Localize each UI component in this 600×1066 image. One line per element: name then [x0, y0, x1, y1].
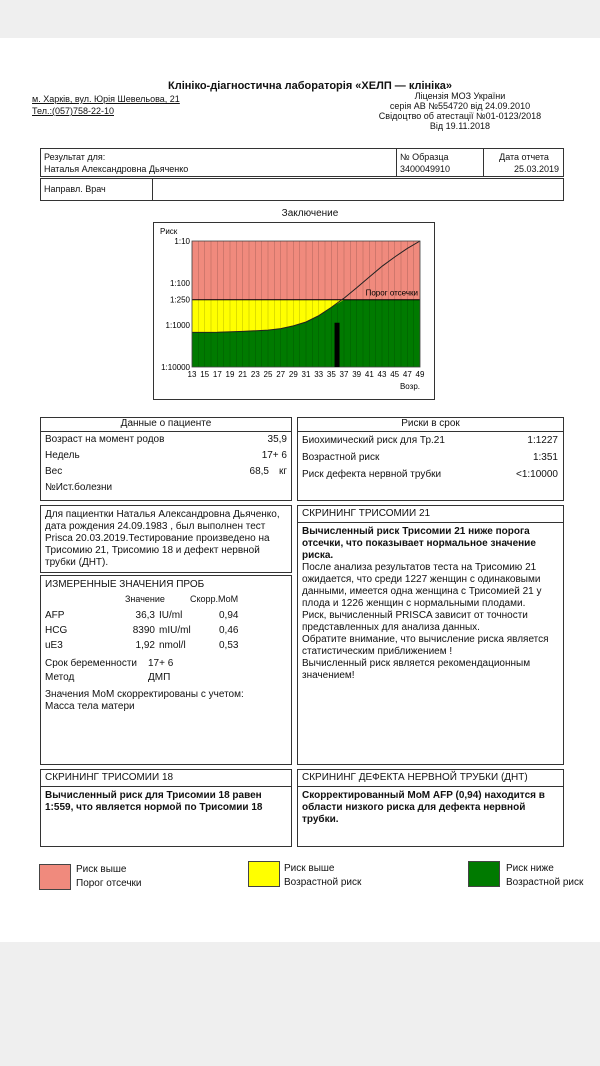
- report-date-label: Дата отчета: [499, 152, 549, 162]
- measured-unit: mIU/ml: [159, 625, 191, 636]
- x-tick-label: 33: [314, 370, 324, 379]
- measured-col-mom: Скорр.МоМ: [190, 594, 239, 604]
- term-label: Срок беременности: [45, 658, 138, 669]
- y-tick-label: 1:250: [169, 295, 190, 305]
- risks-box: [297, 417, 564, 501]
- patient-marker: [335, 323, 340, 367]
- risk-row: [298, 449, 563, 466]
- x-tick-label: 21: [238, 370, 248, 379]
- patient-row-label: Недель: [45, 450, 80, 461]
- referral-label: Направл. Врач: [44, 184, 106, 194]
- patient-note-box: [40, 505, 292, 573]
- x-tick-label: 43: [377, 370, 387, 379]
- patient-data-rows: [41, 432, 291, 496]
- measured-title: ИЗМЕРЕННЫЕ ЗНАЧЕНИЯ ПРОБ: [45, 579, 205, 590]
- dnt-title: СКРИНИНГ ДЕФЕКТА НЕРВНОЙ ТРУБКИ (ДНТ): [298, 770, 563, 787]
- measured-mom: 0,94: [219, 610, 239, 621]
- legend-swatch-mid: [248, 861, 280, 887]
- method-value: ДМП: [148, 672, 171, 683]
- term-value: 17+ 6: [148, 658, 174, 669]
- measured-row: [41, 623, 291, 638]
- x-tick-label: 31: [301, 370, 311, 379]
- x-tick-label: 19: [225, 370, 235, 379]
- x-tick-label: 41: [364, 370, 374, 379]
- measured-mom: 0,53: [219, 640, 239, 651]
- license-line-2: серія АВ №554720 від 24.09.2010: [389, 101, 531, 111]
- patient-row-value: 35,9: [267, 434, 287, 445]
- measured-unit: IU/ml: [159, 610, 183, 621]
- lab-title: Клініко-діагностична лабораторія «ХЕЛП — клініка»: [168, 80, 452, 92]
- measured-box: [40, 575, 292, 765]
- risk-row-label: Биохимический риск для Тр.21: [302, 435, 445, 446]
- patient-row: [41, 464, 291, 480]
- x-tick-label: 39: [352, 370, 362, 379]
- risk-row-value: <1:10000: [516, 469, 558, 480]
- measured-unit: nmol/l: [159, 640, 186, 651]
- measured-row: [41, 608, 291, 623]
- measured-name: AFP: [45, 610, 65, 621]
- measured-name: uE3: [45, 640, 63, 651]
- patient-data-box: [40, 417, 292, 501]
- x-tick-label: 13: [187, 370, 197, 379]
- patient-row-unit: кг: [278, 466, 287, 477]
- divider: [396, 149, 397, 176]
- license-line-4: Від 19.11.2018: [429, 121, 491, 131]
- legend-swatch-high: [39, 864, 71, 890]
- report-sheet: [0, 38, 600, 942]
- patient-row: [41, 448, 291, 464]
- legend-swatch-low: [468, 861, 500, 887]
- measured-name: HCG: [45, 625, 68, 636]
- sample-label: № Образца: [400, 152, 449, 162]
- divider: [483, 149, 484, 176]
- corrected-item: Масса тела матери: [45, 701, 135, 712]
- x-tick-label: 23: [250, 370, 260, 379]
- measured-value: 36,3: [135, 610, 155, 621]
- lab-address: м. Харків, вул. Юрія Шевельова, 21: [32, 94, 180, 104]
- y-axis-label: Риск: [160, 227, 178, 236]
- risk-rows: [298, 432, 563, 483]
- patient-row: [41, 432, 291, 448]
- patient-row-value: 17+ 6: [261, 450, 287, 461]
- measured-value: 1,92: [135, 640, 155, 651]
- referral-box: [40, 178, 564, 201]
- x-tick-label: 49: [415, 370, 425, 379]
- x-tick-label: 37: [339, 370, 349, 379]
- risk-row: [298, 432, 563, 449]
- license-line-3: Свідоцтво об атестації №01-0123/2018: [378, 111, 542, 121]
- legend-low-line1: Риск ниже: [506, 863, 554, 874]
- x-tick-label: 45: [390, 370, 400, 379]
- legend-mid-line1: Риск выше: [284, 863, 335, 874]
- risks-title: Риски в срок: [298, 418, 563, 432]
- t18-title: СКРИНИНГ ТРИСОМИИ 18: [41, 770, 291, 787]
- t18-box: [40, 769, 292, 847]
- patient-row-label: Возраст на момент родов: [45, 434, 165, 445]
- patient-row: [41, 480, 291, 496]
- risk-row-label: Риск дефекта нервной трубки: [302, 469, 442, 480]
- patient-row-value: 68,5: [249, 466, 269, 477]
- t21-summary: Вычисленный риск Трисомии 21 ниже порога отсечки, что показывает нормальное значение риска.: [302, 526, 536, 561]
- patient-name: Наталья Александровна Дьяченко: [44, 164, 189, 174]
- t21-box: [297, 505, 564, 765]
- patient-note: Для пациентки Наталья Александровна Дьяченко, дата рождения 24.09.1983 , был выполнен тест Prisca 20.03.2019.Тестирование произведено на Трисомию 21, Трисомию 18 и дефект нервной трубки (ДНТ).: [45, 509, 280, 568]
- x-tick-label: 15: [200, 370, 210, 379]
- x-tick-label: 35: [326, 370, 336, 379]
- risk-row-value: 1:1227: [527, 435, 558, 446]
- legend-low-line2: Возрастной риск: [506, 877, 584, 888]
- t18-summary: Вычисленный риск для Трисомии 18 равен 1:559, что является нормой по Трисомии 18: [45, 790, 263, 813]
- measured-value: 8390: [132, 625, 155, 636]
- x-tick-label: 29: [288, 370, 298, 379]
- divider: [152, 179, 153, 200]
- patient-data-title: Данные о пациенте: [41, 418, 291, 432]
- measured-mom: 0,46: [219, 625, 239, 636]
- legend-high-line2: Порог отсечки: [76, 878, 142, 889]
- risk-row-value: 1:351: [532, 452, 558, 463]
- measured-rows: [41, 608, 291, 653]
- y-tick-label: 1:10000: [161, 363, 190, 372]
- result-box: [40, 148, 564, 177]
- license-line-1: Ліцензія МОЗ України: [414, 91, 506, 101]
- method-label: Метод: [45, 672, 75, 683]
- x-tick-label: 17: [212, 370, 222, 379]
- patient-row-label: №Ист.болезни: [45, 482, 113, 493]
- measured-row: [41, 638, 291, 653]
- patient-row-label: Вес: [45, 466, 63, 477]
- y-tick-label: 1:1000: [165, 321, 190, 330]
- x-tick-label: 25: [263, 370, 273, 379]
- license-block: [360, 91, 560, 131]
- legend-high-line1: Риск выше: [76, 864, 127, 875]
- x-tick-label: 27: [276, 370, 286, 379]
- measured-col-value: Значение: [125, 594, 165, 604]
- lab-phone: Тел.:(057)758-22-10: [32, 106, 114, 116]
- x-tick-label: 47: [402, 370, 412, 379]
- sample-value: 3400049910: [400, 164, 451, 174]
- t21-details: После анализа результатов теста на Трисомию 21 ожидается, что среди 1227 женщин с одинаковыми данными, имеется одна женщина с Трисомией 21 у плода и 1226 женщин с нормальными плодами. Риск, вычисленный PRISCA зависит от точности представленных для анализа данных. Обратите внимание, что вычисление риска является статистическим приближением ! Вычисленный риск является рекомендационным значением!: [302, 562, 549, 681]
- y-tick-label: 1:10: [174, 237, 190, 246]
- t21-title: СКРИНИНГ ТРИСОМИИ 21: [298, 506, 563, 523]
- risk-chart: [154, 223, 434, 399]
- report-date-value: 25.03.2019: [513, 164, 559, 174]
- result-for-label: Результат для:: [44, 152, 106, 162]
- cutoff-label: Порог отсечки: [365, 288, 418, 298]
- dnt-summary: Скорректированный МоМ AFP (0,94) находится в области низкого риска для дефекта нервной трубки.: [302, 790, 545, 825]
- risk-row: [298, 466, 563, 483]
- conclusion-title: Заключение: [281, 208, 339, 219]
- x-axis-label: Возр.: [399, 382, 420, 391]
- dnt-box: [297, 769, 564, 847]
- risk-chart-frame: [153, 222, 435, 400]
- y-tick-label: 1:100: [169, 279, 190, 288]
- corrected-note: Значения МоМ скорректированы с учетом:: [45, 689, 244, 700]
- risk-row-label: Возрастной риск: [302, 452, 380, 463]
- legend-mid-line2: Возрастной риск: [284, 877, 362, 888]
